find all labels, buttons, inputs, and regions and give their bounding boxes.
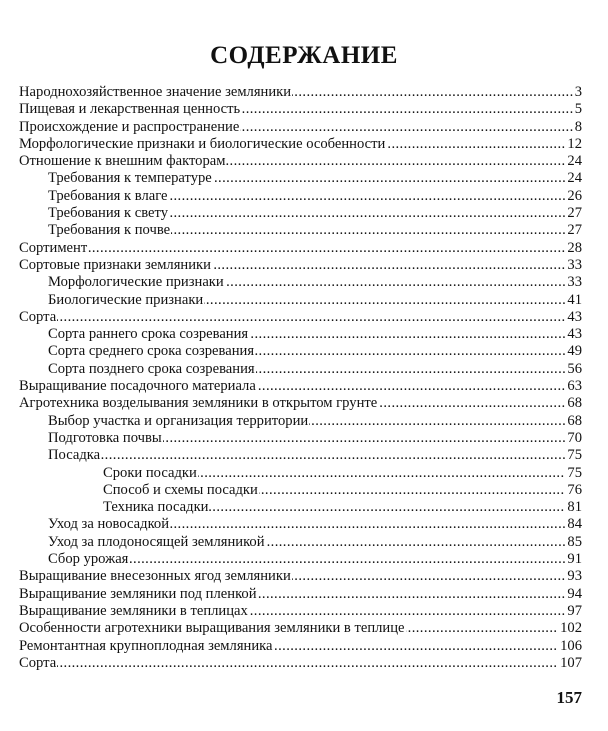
toc-entry-title: Требования к свету <box>48 205 168 222</box>
toc-entry-page: 97 <box>567 602 582 619</box>
toc-entry <box>0 240 608 257</box>
toc-entry <box>0 586 608 603</box>
toc-entry-title: Способ и схемы посадки <box>103 481 258 498</box>
toc-entry <box>0 101 608 118</box>
page-title: СОДЕРЖАНИЕ <box>210 42 398 69</box>
toc-entry <box>0 136 608 153</box>
toc-entry-page: 41 <box>567 291 582 308</box>
toc-entry-title: Требования к почве <box>48 222 171 239</box>
toc-entry <box>0 551 608 568</box>
toc-entry <box>0 257 608 274</box>
toc-entry-title: Морфологические признаки <box>48 274 224 291</box>
toc-entry-title: Уход за новосадкой <box>48 516 170 533</box>
toc-entry-title: Техника посадки <box>103 499 209 516</box>
toc-entry-page: 43 <box>567 326 582 343</box>
toc-entry-page: 70 <box>567 429 582 446</box>
toc-entry-page: 3 <box>574 84 582 100</box>
toc-entry <box>0 638 608 655</box>
toc-entry-title: Уход за плодоносящей земляникой <box>48 533 265 550</box>
toc-entry-title: Подготовка почвы <box>48 429 162 446</box>
toc-entry <box>0 205 608 222</box>
toc-entry-title: Отношение к внешним факторам <box>19 153 226 170</box>
toc-entry-page: 27 <box>567 205 582 222</box>
toc-entry-page: 49 <box>567 343 582 360</box>
toc-entry-title: Сортимент <box>19 239 88 256</box>
toc-entry-title: Народнохозяйственное значение земляники <box>19 84 292 100</box>
toc-entry <box>0 361 608 378</box>
toc-entry-page: 84 <box>567 516 582 533</box>
toc-entry-title: Выращивание посадочного материала <box>19 378 256 395</box>
dot-leader <box>19 240 578 257</box>
toc-entry-page: 75 <box>567 464 582 481</box>
toc-entry <box>0 84 608 101</box>
toc-entry-page: 68 <box>567 412 582 429</box>
toc-entry <box>0 568 608 585</box>
toc-entry-title: Сорта раннего срока созревания <box>48 326 249 343</box>
toc-entry-page: 12 <box>567 135 582 152</box>
toc-entry-page: 33 <box>567 256 582 273</box>
toc-entry <box>0 465 608 482</box>
toc-entry-page: 56 <box>567 360 582 377</box>
toc-entry-title: Ремонтантная крупноплодная земляника <box>19 637 273 654</box>
toc-entry <box>0 499 608 516</box>
toc-entry <box>0 534 608 551</box>
toc-entry-title: Сроки посадки <box>103 464 197 481</box>
toc-entry <box>0 447 608 464</box>
toc-entry-page: 85 <box>567 533 582 550</box>
toc-entry <box>0 343 608 360</box>
toc-entry <box>0 222 608 239</box>
toc-entry <box>0 620 608 637</box>
toc-entry-page: 68 <box>567 395 582 412</box>
toc-entry-page: 106 <box>560 637 582 654</box>
toc-entry <box>0 603 608 620</box>
toc-entry-title: Морфологические признаки и биологические особенности <box>19 135 386 152</box>
toc-entry <box>0 655 608 672</box>
toc-entry <box>0 413 608 430</box>
toc-entry-title: Особенности агротехники выращивания земляники в теплице <box>19 620 405 637</box>
toc-entry <box>0 153 608 170</box>
toc-entry <box>0 516 608 533</box>
toc-entry-title: Требования к влаге <box>48 187 168 204</box>
toc-entry-page: 33 <box>567 274 582 291</box>
toc-entry <box>0 188 608 205</box>
toc-entry-page: 28 <box>567 239 582 256</box>
toc-entry <box>0 430 608 447</box>
toc-entry <box>0 378 608 395</box>
toc-entry-page: 24 <box>567 153 582 170</box>
table-of-contents <box>0 84 608 672</box>
toc-entry <box>0 326 608 343</box>
toc-entry-title: Сорта <box>19 654 57 671</box>
toc-entry-page: 76 <box>567 481 582 498</box>
toc-entry-page: 63 <box>567 378 582 395</box>
toc-entry-title: Сорта <box>19 308 57 325</box>
toc-entry-page: 75 <box>567 447 582 464</box>
toc-entry-title: Выращивание земляники в теплицах <box>19 602 248 619</box>
toc-entry <box>0 482 608 499</box>
toc-entry-title: Сорта среднего срока созревания <box>48 343 255 360</box>
dot-leader <box>19 309 578 326</box>
dot-leader <box>19 655 578 672</box>
toc-entry-title: Сортовые признаки земляники <box>19 256 211 273</box>
toc-entry-title: Выбор участка и организация территории <box>48 412 309 429</box>
toc-entry-title: Сбор урожая <box>48 551 129 568</box>
toc-entry-title: Происхождение и распространение <box>19 118 240 135</box>
toc-entry-page: 93 <box>567 568 582 585</box>
toc-entry <box>0 119 608 136</box>
toc-entry-page: 5 <box>574 101 582 118</box>
toc-entry-page: 26 <box>567 187 582 204</box>
toc-entry <box>0 292 608 309</box>
toc-entry-title: Пищевая и лекарственная ценность <box>19 101 241 118</box>
toc-entry-page: 107 <box>560 654 582 671</box>
toc-entry <box>0 309 608 326</box>
toc-entry-title: Выращивание внесезонных ягод земляники <box>19 568 291 585</box>
toc-entry-title: Требования к температуре <box>48 170 212 187</box>
toc-entry-page: 81 <box>567 499 582 516</box>
toc-entry <box>0 274 608 291</box>
toc-entry-page: 102 <box>560 620 582 637</box>
toc-entry-title: Выращивание земляники под пленкой <box>19 585 257 602</box>
page-number: 157 <box>556 688 582 707</box>
toc-entry-page: 24 <box>567 170 582 187</box>
toc-entry <box>0 395 608 412</box>
toc-entry-title: Посадка <box>48 447 101 464</box>
toc-entry <box>0 170 608 187</box>
toc-entry-page: 27 <box>567 222 582 239</box>
toc-entry-title: Биологические признаки <box>48 291 204 308</box>
toc-entry-page: 8 <box>574 118 582 135</box>
toc-entry-title: Сорта позднего срока созревания <box>48 360 255 377</box>
dot-leader <box>48 447 578 464</box>
toc-entry-page: 43 <box>567 308 582 325</box>
toc-entry-page: 94 <box>567 585 582 602</box>
toc-entry-page: 91 <box>567 551 582 568</box>
toc-entry-title: Агротехника возделывания земляники в открытом грунте <box>19 395 378 412</box>
